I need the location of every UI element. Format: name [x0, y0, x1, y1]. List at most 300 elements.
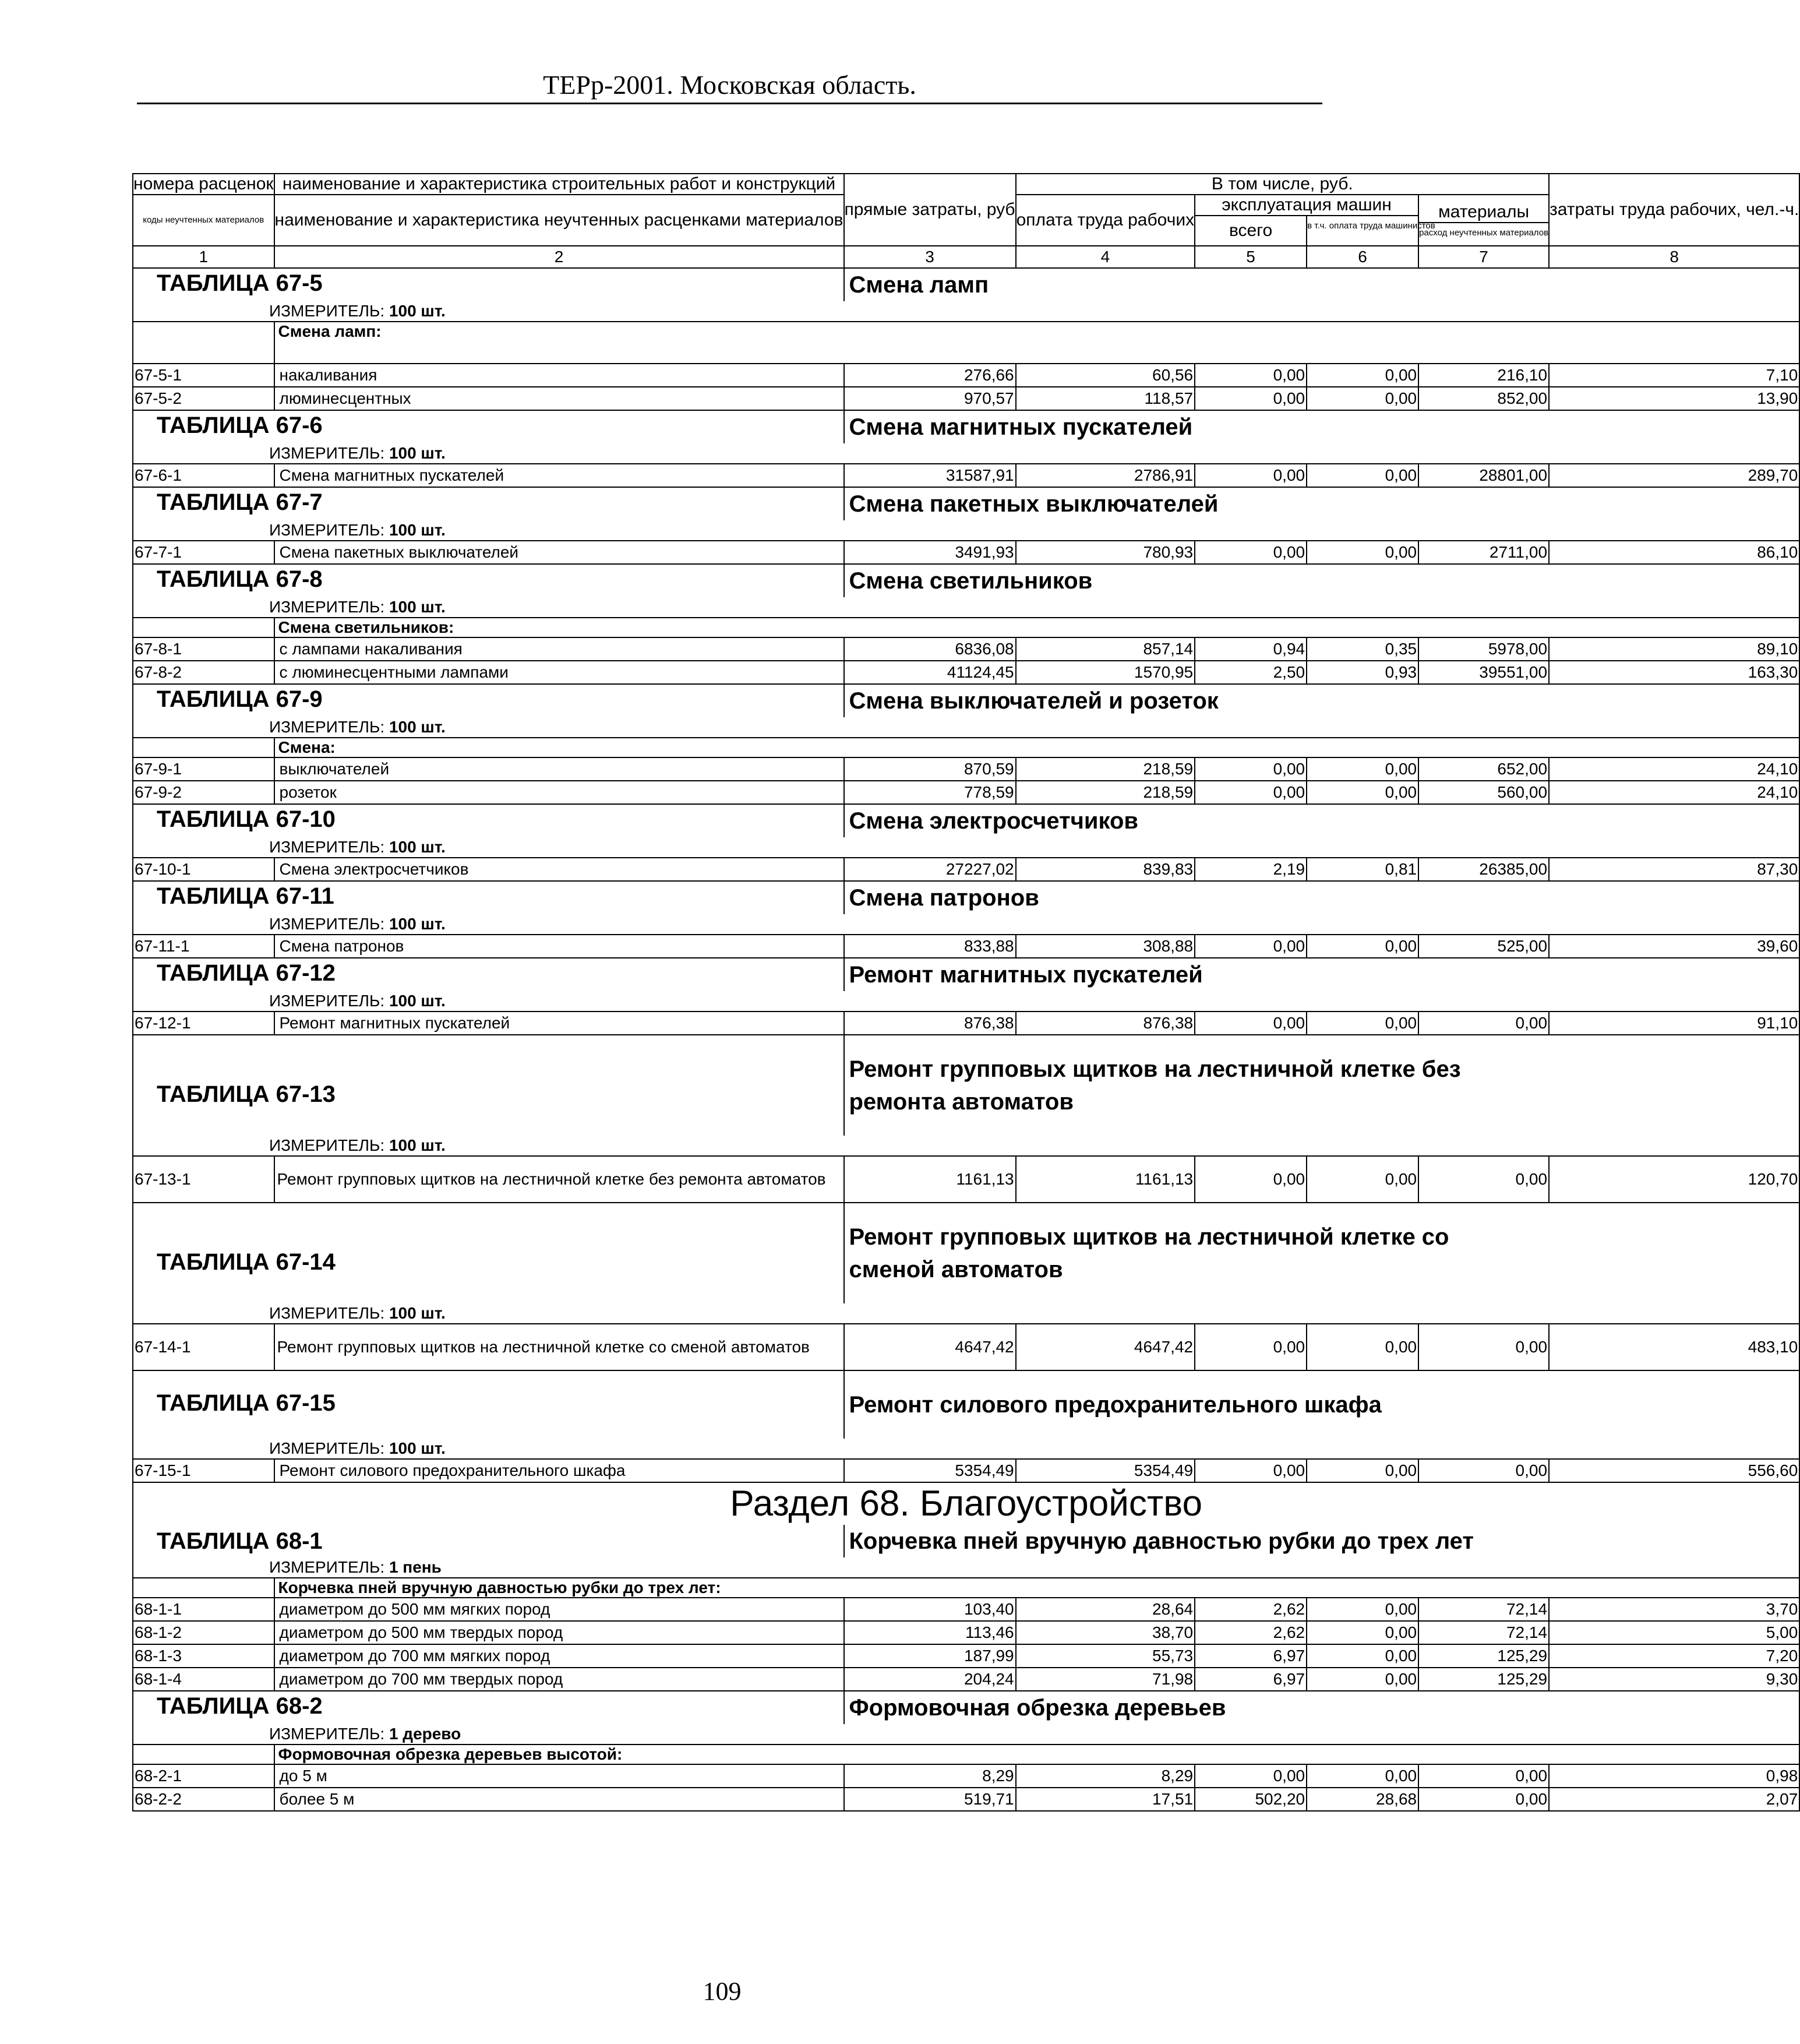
labor-pay-cell: 71,98 — [1016, 1668, 1195, 1691]
labor-hours-cell: 13,90 — [1549, 387, 1799, 410]
subhead-label: Смена: — [274, 738, 1800, 757]
table-row — [133, 1668, 1799, 1691]
table-code — [133, 684, 844, 717]
table-name-label: Смена выключателей и розеток — [849, 688, 1219, 714]
col2-sub-header: наименование и характеристика неучтенных расценками материалов — [274, 195, 844, 246]
rate-code: 67-14-1 — [133, 1324, 274, 1370]
direct-cost-cell: 970,57 — [844, 387, 1016, 410]
col-number: 5 — [1195, 246, 1307, 268]
labor-pay-cell: 4647,42 — [1016, 1324, 1195, 1370]
rate-name: более 5 м — [274, 1788, 844, 1811]
col4-header: оплата труда рабочих — [1016, 195, 1195, 246]
measure-row — [133, 443, 1799, 464]
table-code-label: ТАБЛИЦА 67-8 — [157, 566, 323, 592]
rates-table — [132, 173, 1800, 1812]
materials-cell: 39551,00 — [1418, 661, 1549, 684]
machinist-pay-cell: 0,81 — [1307, 858, 1418, 881]
rate-name: накаливания — [274, 364, 844, 387]
measure-row — [133, 1724, 1799, 1745]
table-name — [844, 1035, 1800, 1136]
rate-code: 67-9-1 — [133, 757, 274, 781]
labor-pay-cell: 218,59 — [1016, 781, 1195, 804]
table-code — [133, 410, 844, 443]
subhead-label: Формовочная обрезка деревьев высотой: — [274, 1745, 1800, 1764]
measure-value: 100 шт. — [389, 1439, 446, 1457]
labor-hours-cell: 3,70 — [1549, 1598, 1799, 1621]
rate-name: Смена магнитных пускателей — [274, 464, 844, 487]
materials-cell: 0,00 — [1418, 1156, 1549, 1203]
materials-cell: 652,00 — [1418, 757, 1549, 781]
rate-name: Смена электросчетчиков — [274, 858, 844, 881]
rate-code: 68-1-1 — [133, 1598, 274, 1621]
rate-name: диаметром до 500 мм твердых пород — [274, 1621, 844, 1644]
labor-pay-cell: 1161,13 — [1016, 1156, 1195, 1203]
measure-value: 100 шт. — [389, 992, 446, 1010]
table-name-label: Смена пакетных выключателей — [849, 491, 1219, 517]
table-row — [133, 781, 1799, 804]
measure-value: 100 шт. — [389, 444, 446, 462]
machines-total-cell: 0,00 — [1195, 757, 1307, 781]
table-row — [133, 1621, 1799, 1644]
measure-label: ИЗМЕРИТЕЛЬ: — [269, 1304, 385, 1322]
labor-hours-cell: 87,30 — [1549, 858, 1799, 881]
rate-name: диаметром до 500 мм мягких пород — [274, 1598, 844, 1621]
materials-cell: 0,00 — [1418, 1788, 1549, 1811]
table-name — [844, 268, 1800, 301]
direct-cost-cell: 870,59 — [844, 757, 1016, 781]
table-name-label: Ремонт групповых щитков на лестничной клетке без ремонта автоматов — [849, 1056, 1461, 1115]
measure-value: 100 шт. — [389, 718, 446, 736]
materials-cell: 852,00 — [1418, 387, 1549, 410]
measure-label: ИЗМЕРИТЕЛЬ: — [269, 598, 385, 616]
labor-pay-cell: 38,70 — [1016, 1621, 1195, 1644]
table-code-label: ТАБЛИЦА 68-1 — [157, 1528, 323, 1554]
materials-group — [1418, 195, 1549, 246]
table-name — [844, 410, 1800, 443]
rate-name: Ремонт магнитных пускателей — [274, 1012, 844, 1035]
subhead-spacer — [133, 738, 274, 757]
machinist-pay-cell: 0,35 — [1307, 637, 1418, 661]
measure-row — [133, 1303, 1799, 1324]
measure-row — [133, 301, 1799, 322]
table-row — [133, 1644, 1799, 1668]
machines-total-cell: 0,00 — [1195, 935, 1307, 958]
materials-cell: 72,14 — [1418, 1598, 1549, 1621]
rate-code: 67-10-1 — [133, 858, 274, 881]
rate-code: 67-12-1 — [133, 1012, 274, 1035]
col-number: 4 — [1016, 246, 1195, 268]
rate-name: Ремонт групповых щитков на лестничной клетке со сменой автоматов — [274, 1324, 844, 1370]
machinist-pay-cell: 0,00 — [1307, 541, 1418, 564]
table-code-label: ТАБЛИЦА 67-10 — [157, 806, 336, 832]
labor-hours-cell: 24,10 — [1549, 781, 1799, 804]
table-row — [133, 1598, 1799, 1621]
table-row — [133, 637, 1799, 661]
direct-cost-cell: 778,59 — [844, 781, 1016, 804]
table-row — [133, 364, 1799, 387]
direct-cost-cell: 6836,08 — [844, 637, 1016, 661]
materials-cell: 0,00 — [1418, 1012, 1549, 1035]
materials-cell: 72,14 — [1418, 1621, 1549, 1644]
measure-label: ИЗМЕРИТЕЛЬ: — [269, 718, 385, 736]
direct-cost-cell: 31587,91 — [844, 464, 1016, 487]
machines-total-cell: 2,62 — [1195, 1598, 1307, 1621]
labor-hours-cell: 91,10 — [1549, 1012, 1799, 1035]
materials-cell: 216,10 — [1418, 364, 1549, 387]
table-code-label: ТАБЛИЦА 67-5 — [157, 270, 323, 296]
table-name-label: Формовочная обрезка деревьев — [849, 1695, 1226, 1721]
materials-cell: 5978,00 — [1418, 637, 1549, 661]
table-name-label: Смена патронов — [849, 885, 1039, 911]
measure-label: ИЗМЕРИТЕЛЬ: — [269, 521, 385, 539]
labor-hours-cell: 2,07 — [1549, 1788, 1799, 1811]
labor-pay-cell: 218,59 — [1016, 757, 1195, 781]
rate-name: диаметром до 700 мм мягких пород — [274, 1644, 844, 1668]
measure-label: ИЗМЕРИТЕЛЬ: — [269, 1439, 385, 1457]
labor-pay-cell: 857,14 — [1016, 637, 1195, 661]
measure-value: 100 шт. — [389, 838, 446, 856]
col-number: 1 — [133, 246, 274, 268]
materials-cell: 2711,00 — [1418, 541, 1549, 564]
direct-cost-cell: 5354,49 — [844, 1459, 1016, 1482]
labor-hours-cell: 7,10 — [1549, 364, 1799, 387]
machines-total-cell: 0,00 — [1195, 464, 1307, 487]
labor-pay-cell: 839,83 — [1016, 858, 1195, 881]
table-code-label: ТАБЛИЦА 67-12 — [157, 960, 336, 986]
labor-hours-cell: 24,10 — [1549, 757, 1799, 781]
labor-pay-cell: 876,38 — [1016, 1012, 1195, 1035]
table-name-label: Ремонт силового предохранительного шкафа — [849, 1392, 1382, 1418]
direct-cost-cell: 3491,93 — [844, 541, 1016, 564]
machines-total-cell: 2,50 — [1195, 661, 1307, 684]
machines-total-cell: 0,00 — [1195, 541, 1307, 564]
measure-row — [133, 1136, 1799, 1156]
measure-label: ИЗМЕРИТЕЛЬ: — [269, 838, 385, 856]
measure-row — [133, 520, 1799, 541]
direct-cost-cell: 1161,13 — [844, 1156, 1016, 1203]
col1-sub-header: коды неучтенных материалов — [133, 195, 274, 246]
rate-code: 67-5-1 — [133, 364, 274, 387]
measure-row — [133, 717, 1799, 738]
table-code — [133, 1525, 844, 1557]
machinist-pay-cell: 0,00 — [1307, 935, 1418, 958]
table-code — [133, 1370, 844, 1439]
rate-name: диаметром до 700 мм твердых пород — [274, 1668, 844, 1691]
rate-name: с люминесцентными лампами — [274, 661, 844, 684]
table-name-label: Смена светильников — [849, 568, 1093, 594]
labor-hours-cell: 289,70 — [1549, 464, 1799, 487]
machines-group — [1195, 195, 1435, 246]
measure-value: 1 пень — [389, 1558, 442, 1576]
measure-label: ИЗМЕРИТЕЛЬ: — [269, 1136, 385, 1154]
table-name — [844, 1691, 1800, 1724]
table-name — [844, 564, 1800, 597]
rate-name: Смена пакетных выключателей — [274, 541, 844, 564]
machinist-pay-cell: 0,00 — [1307, 1764, 1418, 1788]
machinist-pay-cell: 28,68 — [1307, 1788, 1418, 1811]
table-row — [133, 1156, 1799, 1203]
col8-header: затраты труда рабочих, чел.-ч. — [1549, 174, 1799, 246]
measure-value: 100 шт. — [389, 1136, 446, 1154]
table-row — [133, 935, 1799, 958]
subhead-label: Смена светильников: — [274, 618, 1800, 637]
measure-row — [133, 991, 1799, 1012]
labor-hours-cell: 483,10 — [1549, 1324, 1799, 1370]
table-code — [133, 881, 844, 914]
labor-hours-cell: 0,98 — [1549, 1764, 1799, 1788]
machinist-pay-cell: 0,00 — [1307, 1012, 1418, 1035]
measure-label: ИЗМЕРИТЕЛЬ: — [269, 444, 385, 462]
table-name — [844, 684, 1800, 717]
measure-row — [133, 1439, 1799, 1459]
machines-total-cell: 2,19 — [1195, 858, 1307, 881]
labor-pay-cell: 55,73 — [1016, 1644, 1195, 1668]
table-name-label: Смена электросчетчиков — [849, 808, 1138, 834]
labor-pay-cell: 8,29 — [1016, 1764, 1195, 1788]
measure-value: 100 шт. — [389, 1304, 446, 1322]
measure-value: 100 шт. — [389, 915, 446, 933]
labor-hours-cell: 120,70 — [1549, 1156, 1799, 1203]
rate-name: люминесцентных — [274, 387, 844, 410]
rate-code: 67-11-1 — [133, 935, 274, 958]
direct-cost-cell: 113,46 — [844, 1621, 1016, 1644]
direct-cost-cell: 276,66 — [844, 364, 1016, 387]
table-row — [133, 1324, 1799, 1370]
materials-cell: 525,00 — [1418, 935, 1549, 958]
measure-label: ИЗМЕРИТЕЛЬ: — [269, 915, 385, 933]
measure-value: 100 шт. — [389, 521, 446, 539]
table-code-label: ТАБЛИЦА 67-15 — [157, 1390, 336, 1416]
labor-hours-cell: 86,10 — [1549, 541, 1799, 564]
col-number: 7 — [1418, 246, 1549, 268]
col-number: 6 — [1307, 246, 1418, 268]
rate-code: 68-1-3 — [133, 1644, 274, 1668]
machinist-pay-cell: 0,00 — [1307, 1459, 1418, 1482]
rate-code: 67-5-2 — [133, 387, 274, 410]
table-name-label: Смена ламп — [849, 272, 989, 298]
labor-pay-cell: 118,57 — [1016, 387, 1195, 410]
rate-code: 68-1-4 — [133, 1668, 274, 1691]
table-name — [844, 958, 1800, 991]
direct-cost-cell: 103,40 — [844, 1598, 1016, 1621]
table-row — [133, 1012, 1799, 1035]
table-code — [133, 268, 844, 301]
labor-pay-cell: 780,93 — [1016, 541, 1195, 564]
table-name — [844, 487, 1800, 520]
col-number: 3 — [844, 246, 1016, 268]
rate-code: 67-8-2 — [133, 661, 274, 684]
machines-total-cell: 0,00 — [1195, 387, 1307, 410]
subhead-label: Корчевка пней вручную давностью рубки до трех лет: — [274, 1578, 1800, 1598]
direct-cost-cell: 8,29 — [844, 1764, 1016, 1788]
table-row — [133, 464, 1799, 487]
labor-pay-cell: 17,51 — [1016, 1788, 1195, 1811]
machinist-pay-cell: 0,00 — [1307, 364, 1418, 387]
machines-total-cell: 0,00 — [1195, 1324, 1307, 1370]
col7-header: расход неучтенных материалов — [1419, 228, 1549, 238]
machinist-pay-cell: 0,00 — [1307, 1156, 1418, 1203]
col6-header: в т.ч. оплата труда машинистов — [1307, 221, 1435, 231]
rate-name: Смена патронов — [274, 935, 844, 958]
measure-label: ИЗМЕРИТЕЛЬ: — [269, 1558, 385, 1576]
machines-total-cell: 0,00 — [1195, 1012, 1307, 1035]
direct-cost-cell: 187,99 — [844, 1644, 1016, 1668]
materials-cell: 0,00 — [1418, 1459, 1549, 1482]
machinist-pay-cell: 0,00 — [1307, 387, 1418, 410]
direct-cost-cell: 876,38 — [844, 1012, 1016, 1035]
col3-header: прямые затраты, руб — [844, 174, 1016, 246]
section-title: Раздел 68. Благоустройство — [133, 1482, 1799, 1525]
rate-code: 67-8-1 — [133, 637, 274, 661]
table-code — [133, 1203, 844, 1303]
machines-total-cell: 502,20 — [1195, 1788, 1307, 1811]
table-code-label: ТАБЛИЦА 67-6 — [157, 413, 323, 438]
rate-code: 67-15-1 — [133, 1459, 274, 1482]
rate-name: Ремонт групповых щитков на лестничной клетке без ремонта автоматов — [274, 1156, 844, 1203]
table-code-label: ТАБЛИЦА 68-2 — [157, 1693, 323, 1719]
machines-total-cell: 0,00 — [1195, 781, 1307, 804]
table-name-label: Ремонт магнитных пускателей — [849, 962, 1203, 988]
table-code-label: ТАБЛИЦА 67-7 — [157, 489, 323, 515]
direct-cost-cell: 4647,42 — [844, 1324, 1016, 1370]
measure-row — [133, 597, 1799, 618]
machines-total-cell: 0,00 — [1195, 364, 1307, 387]
subhead-spacer — [133, 322, 274, 364]
materials-cell: 26385,00 — [1418, 858, 1549, 881]
machinist-pay-cell: 0,93 — [1307, 661, 1418, 684]
measure-label: ИЗМЕРИТЕЛЬ: — [269, 992, 385, 1010]
table-code-label: ТАБЛИЦА 67-11 — [157, 883, 334, 909]
table-code-label: ТАБЛИЦА 67-9 — [157, 686, 323, 712]
measure-label: ИЗМЕРИТЕЛЬ: — [269, 1725, 385, 1743]
table-code-label: ТАБЛИЦА 67-14 — [157, 1249, 336, 1275]
table-row — [133, 858, 1799, 881]
labor-hours-cell: 556,60 — [1549, 1459, 1799, 1482]
labor-pay-cell: 1570,95 — [1016, 661, 1195, 684]
table-row — [133, 1764, 1799, 1788]
materials-cell: 0,00 — [1418, 1324, 1549, 1370]
machinist-pay-cell: 0,00 — [1307, 1644, 1418, 1668]
machinist-pay-cell: 0,00 — [1307, 1324, 1418, 1370]
table-code — [133, 1035, 844, 1136]
rate-name: Ремонт силового предохранительного шкафа — [274, 1459, 844, 1482]
subhead-spacer — [133, 1745, 274, 1764]
col2-header: наименование и характеристика строительных работ и конструкций — [274, 174, 844, 195]
measure-row — [133, 837, 1799, 858]
subhead-spacer — [133, 1578, 274, 1598]
materials-cell: 0,00 — [1418, 1764, 1549, 1788]
labor-hours-cell: 39,60 — [1549, 935, 1799, 958]
direct-cost-cell: 204,24 — [844, 1668, 1016, 1691]
measure-value: 100 шт. — [389, 302, 446, 320]
table-name — [844, 881, 1800, 914]
labor-hours-cell: 5,00 — [1549, 1621, 1799, 1644]
machines-total-cell: 0,94 — [1195, 637, 1307, 661]
table-row — [133, 541, 1799, 564]
measure-value: 100 шт. — [389, 598, 446, 616]
table-row — [133, 387, 1799, 410]
table-name-label: Ремонт групповых щитков на лестничной клетке со сменой автоматов — [849, 1224, 1449, 1282]
rate-code: 68-2-2 — [133, 1788, 274, 1811]
measure-row — [133, 1557, 1799, 1578]
machines-header: эксплуатация машин — [1195, 195, 1418, 216]
labor-pay-cell: 308,88 — [1016, 935, 1195, 958]
table-code — [133, 804, 844, 837]
machines-total-cell: 0,00 — [1195, 1459, 1307, 1482]
materials-header: материалы — [1419, 202, 1548, 223]
table-code — [133, 958, 844, 991]
direct-cost-cell: 41124,45 — [844, 661, 1016, 684]
machinist-pay-cell: 0,00 — [1307, 464, 1418, 487]
labor-hours-cell: 163,30 — [1549, 661, 1799, 684]
table-row — [133, 661, 1799, 684]
labor-pay-cell: 60,56 — [1016, 364, 1195, 387]
machinist-pay-cell: 0,00 — [1307, 1621, 1418, 1644]
materials-cell: 125,29 — [1418, 1668, 1549, 1691]
measure-value: 1 дерево — [389, 1725, 461, 1743]
rate-code: 67-9-2 — [133, 781, 274, 804]
table-name — [844, 1203, 1800, 1303]
direct-cost-cell: 27227,02 — [844, 858, 1016, 881]
machinist-pay-cell: 0,00 — [1307, 781, 1418, 804]
table-code — [133, 487, 844, 520]
materials-cell: 28801,00 — [1418, 464, 1549, 487]
table-name — [844, 1370, 1800, 1439]
table-code — [133, 564, 844, 597]
table-code — [133, 1691, 844, 1724]
rate-name: до 5 м — [274, 1764, 844, 1788]
rate-name: выключателей — [274, 757, 844, 781]
machines-total-cell: 6,97 — [1195, 1668, 1307, 1691]
machines-total-cell: 2,62 — [1195, 1621, 1307, 1644]
materials-cell: 560,00 — [1418, 781, 1549, 804]
subhead-label: Смена ламп: — [274, 322, 1800, 364]
table-row — [133, 1459, 1799, 1482]
machinist-pay-cell: 0,00 — [1307, 1668, 1418, 1691]
table-row — [133, 757, 1799, 781]
col-number: 2 — [274, 246, 844, 268]
table-row — [133, 1788, 1799, 1811]
rate-code: 67-7-1 — [133, 541, 274, 564]
labor-hours-cell: 7,20 — [1549, 1644, 1799, 1668]
col1-header: номера расценок — [133, 174, 274, 193]
rate-code: 67-13-1 — [133, 1156, 274, 1203]
direct-cost-cell: 519,71 — [844, 1788, 1016, 1811]
table-name-label: Смена магнитных пускателей — [849, 414, 1193, 440]
page-number: 109 — [703, 1977, 742, 2006]
labor-hours-cell: 9,30 — [1549, 1668, 1799, 1691]
rate-name: розеток — [274, 781, 844, 804]
machines-total-cell: 0,00 — [1195, 1156, 1307, 1203]
labor-pay-cell: 2786,91 — [1016, 464, 1195, 487]
rate-code: 67-6-1 — [133, 464, 274, 487]
measure-row — [133, 914, 1799, 935]
rate-name: с лампами накаливания — [274, 637, 844, 661]
machinist-pay-cell: 0,00 — [1307, 1598, 1418, 1621]
labor-pay-cell: 5354,49 — [1016, 1459, 1195, 1482]
table-name-label: Корчевка пней вручную давностью рубки до трех лет — [849, 1528, 1474, 1554]
table-name — [844, 1525, 1800, 1557]
col-number: 8 — [1549, 246, 1799, 268]
rate-code: 68-1-2 — [133, 1621, 274, 1644]
rate-code: 68-2-1 — [133, 1764, 274, 1788]
incl-header: В том числе, руб. — [1016, 174, 1549, 195]
table-code-label: ТАБЛИЦА 67-13 — [157, 1081, 336, 1107]
measure-label: ИЗМЕРИТЕЛЬ: — [269, 302, 385, 320]
labor-pay-cell: 28,64 — [1016, 1598, 1195, 1621]
page-title: ТЕРр-2001. Московская область. — [137, 69, 1322, 104]
subhead-spacer — [133, 618, 274, 637]
